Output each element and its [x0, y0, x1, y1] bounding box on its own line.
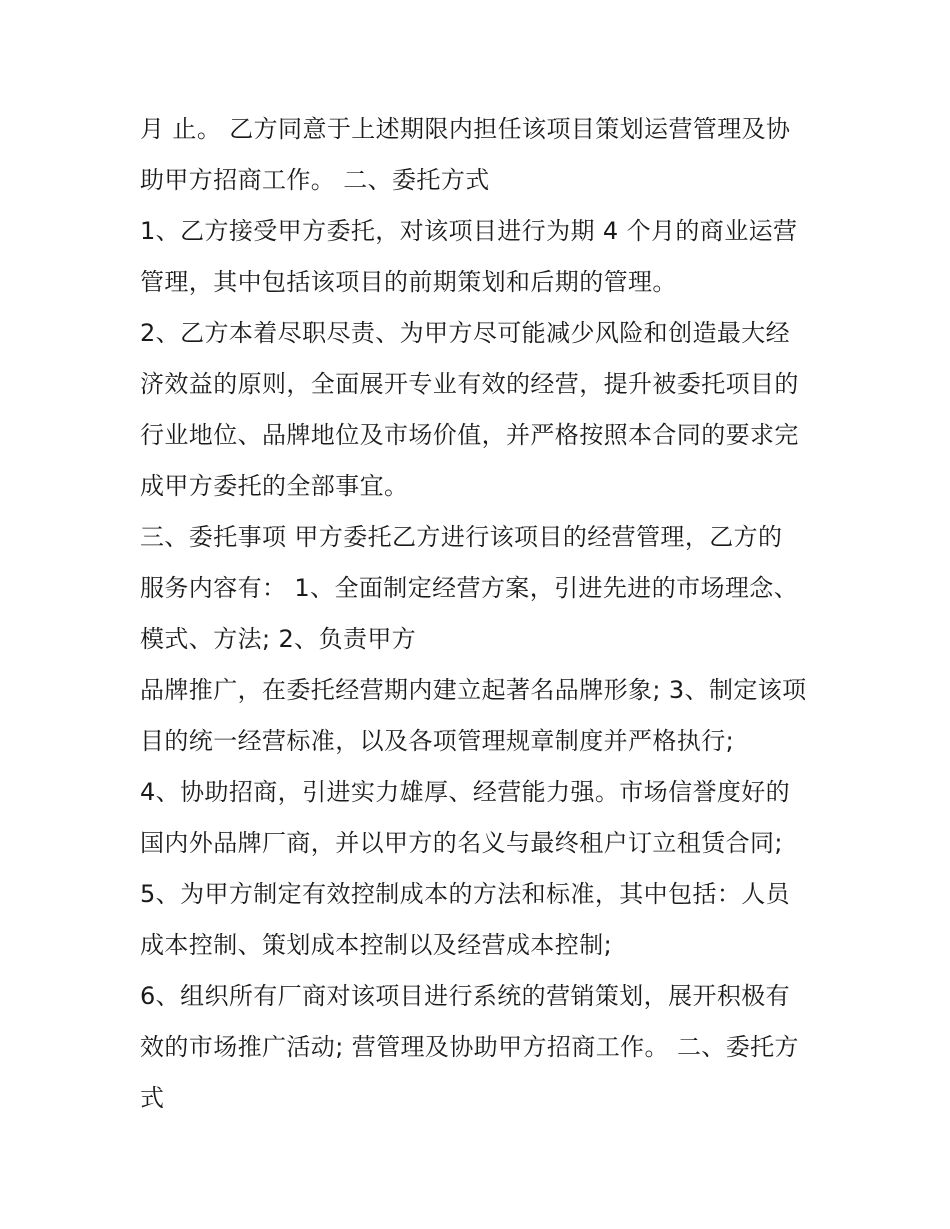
- text-line-16: 5、为甲方制定有效控制成本的方法和标准，其中包括：人员: [140, 880, 791, 908]
- text-line-13: 目的统一经营标准，以及各项管理规章制度并严格执行;: [140, 727, 735, 755]
- text-line-1: 月 止。 乙方同意于上述期限内担任该项目策划运营管理及协: [140, 115, 791, 143]
- text-line-4: 管理，其中包括该项目的前期策划和后期的管理。: [140, 268, 677, 296]
- text-line-2: 助甲方招商工作。 二、委托方式: [140, 166, 490, 194]
- text-line-7: 行业地位、品牌地位及市场价值，并严格按照本合同的要求完: [140, 421, 799, 449]
- text-line-9: 三、委托事项 甲方委托乙方进行该项目的经营管理，乙方的: [140, 523, 783, 551]
- text-line-6: 济效益的原则，全面展开专业有效的经营，提升被委托项目的: [140, 370, 799, 398]
- text-line-11: 模式、方法; 2、负责甲方: [140, 625, 417, 653]
- text-line-15: 国内外品牌厂商，并以甲方的名义与最终租户订立租赁合同;: [140, 829, 783, 857]
- text-line-14: 4、协助招商，引进实力雄厚、经营能力强。市场信誉度好的: [140, 778, 791, 806]
- document-body: [140, 104, 820, 1124]
- text-line-5: 2、乙方本着尽职尽责、为甲方尽可能减少风险和创造最大经: [140, 319, 791, 347]
- text-line-18: 6、组织所有厂商对该项目进行系统的营销策划，展开积极有: [140, 982, 791, 1010]
- text-line-20: 式: [140, 1084, 165, 1112]
- text-line-12: 品牌推广，在委托经营期内建立起著名品牌形象; 3、制定该项: [140, 676, 807, 704]
- text-line-3: 1、乙方接受甲方委托，对该项目进行为期 4 个月的商业运营: [140, 217, 798, 245]
- text-line-17: 成本控制、策划成本控制以及经营成本控制;: [140, 931, 613, 959]
- text-line-19: 效的市场推广活动; 营管理及协助甲方招商工作。 二、委托方: [140, 1033, 799, 1061]
- text-line-10: 服务内容有： 1、全面制定经营方案，引进先进的市场理念、: [140, 574, 799, 602]
- text-line-8: 成甲方委托的全部事宜。: [140, 472, 409, 500]
